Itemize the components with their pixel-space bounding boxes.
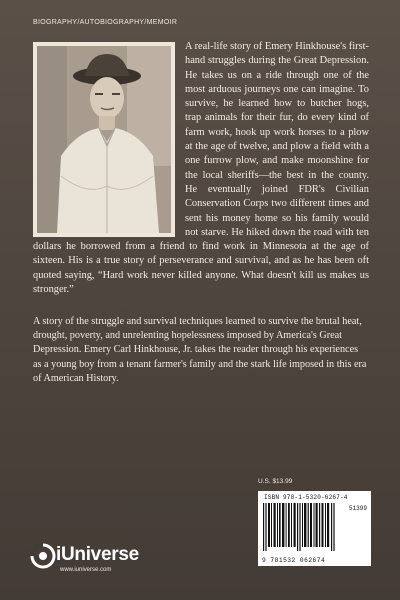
price-code: 51399 <box>348 505 367 512</box>
ean-bars <box>263 503 335 551</box>
isbn-barcode <box>258 491 371 566</box>
description-main-text: A real-life story of Emery Hinkhouse's first-hand struggles during the Great Depression. He takes us on a ride through one of the most arduous journeys one can imagine. To survive, he learned how to butcher hogs, trap animals for their fur, do every kind of farm work, hook up work horses to a plow at the age of twelve, and plow a field with a one furrow plow, and make moonshine for the local sheriffs—the best in the county. He eventually joined FDR's Civilian Conservation Corps two different times and sent his money home so his family would not starve. He hiked down the road with ten dollars he borrowed from a friend to find work in Minnesota at the age of sixteen. His is a true story of perseverance and survival, and as he has been oft quoted saying, “Hard work never killed anyone. What doesn't kill us makes us stronger.” <box>33 41 369 296</box>
description-second: A story of the struggle and survival techniques learned to survive the brutal heat, drought, poverty, and unrelenting hopelessness imposed by America's Great Depression. Emery Carl Hinkhouse, Jr. takes the reader through his experiences as a young boy from a tenant farmer's family and the stark life imposed in this era of American History. <box>33 316 367 384</box>
iuniverse-logo-icon <box>30 543 56 569</box>
ean-number: 9 781532 062674 <box>262 557 326 564</box>
price-label: U.S. $13.99 <box>258 478 293 485</box>
genre-label: BIOGRAPHY/AUTOBIOGRAPHY/MEMOIR <box>33 19 178 26</box>
publisher-url: www.iuniverse.com <box>60 567 112 573</box>
publisher-name: iUniverse <box>56 544 139 565</box>
publisher-logo <box>30 538 170 578</box>
description-main <box>33 40 369 297</box>
photo-wrap-spacer <box>33 40 185 240</box>
isbn-text: ISBN 978-1-5320-6267-4 <box>264 494 348 501</box>
